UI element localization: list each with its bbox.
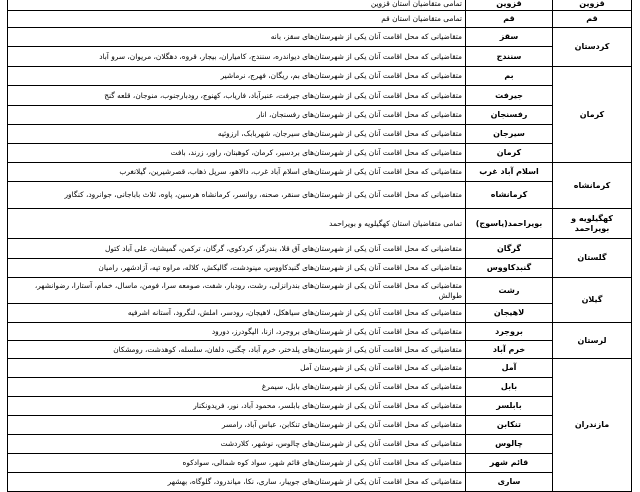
description-cell: متقاضیانی که محل اقامت آنان یکی از شهرستان‌های چالوس، نوشهر، کلاردشت [8, 435, 466, 454]
description-cell: متقاضیانی که محل اقامت آنان یکی از شهرستان‌های بروجرد، ازنا، الیگودرز، دورود [8, 323, 466, 341]
city-cell: سیرجان [466, 125, 553, 144]
table-row [8, 144, 632, 163]
description-cell: متقاضیانی که محل اقامت آنان یکی از شهرستان‌های اسلام آباد غرب، دالاهو، سرپل ذهاب، قصرشیرین، گیلانغرب [8, 163, 466, 182]
table-row [8, 304, 632, 323]
city-cell: جیرفت [466, 86, 553, 106]
description-cell: متقاضیانی که محل اقامت آنان یکی از شهرستان‌های آق قلا، بندرگز، کردکوی، گرگان، ترکمن، گمیشان، علی آباد کتول [8, 239, 466, 259]
table-row [8, 86, 632, 106]
city-cell: ساری [466, 473, 553, 492]
table-row [8, 182, 632, 209]
city-cell: بویراحمد(یاسوج) [466, 209, 553, 239]
province-cell: کرمان [553, 67, 632, 163]
city-cell: لاهیجان [466, 304, 553, 323]
city-cell: بابل [466, 378, 553, 397]
table-row [8, 378, 632, 397]
city-cell: قائم شهر [466, 454, 553, 473]
province-cell: گیلان [553, 278, 632, 323]
registration-table [7, 0, 632, 492]
city-cell: رفسنجان [466, 106, 553, 125]
table-row [8, 11, 632, 28]
table-row [8, 239, 632, 259]
table-row [8, 454, 632, 473]
table-row [8, 0, 632, 11]
description-cell: متقاضیانی که محل اقامت آنان یکی از شهرستان آمل [8, 359, 466, 378]
description-cell: متقاضیانی که محل اقامت آنان یکی از شهرستان‌های گنبدکاووس، مینودشت، گالیکش، کلاله، مراوه تپه، آزادشهر، رامیان [8, 259, 466, 278]
city-cell: بابلسر [466, 397, 553, 416]
description-cell: متقاضیانی که محل اقامت آنان یکی از شهرستان‌های سقز، بانه [8, 28, 466, 47]
city-cell: سنندج [466, 47, 553, 67]
table-row [8, 106, 632, 125]
description-cell: متقاضیانی که محل اقامت آنان یکی از شهرستان‌های تنکابن، عباس آباد، رامسر [8, 416, 466, 435]
city-cell: کرمانشاه [466, 182, 553, 209]
city-cell: رشت [466, 278, 553, 304]
table-row [8, 323, 632, 341]
table-row [8, 163, 632, 182]
province-cell: مازندران [553, 359, 632, 492]
table-row [8, 473, 632, 492]
description-cell: متقاضیانی که محل اقامت آنان یکی از شهرستان‌های رفسنجان، انار [8, 106, 466, 125]
description-cell: متقاضیانی که محل اقامت آنان یکی از شهرستان‌های بم، ریگان، فهرج، نرماشیر [8, 67, 466, 86]
table-row [8, 416, 632, 435]
description-cell: متقاضیانی که محل اقامت آنان یکی از شهرستان‌های بابلسر، محمود آباد، نور، فریدونکنار [8, 397, 466, 416]
province-cell: کرمانشاه [553, 163, 632, 209]
table-row [8, 47, 632, 67]
table-row [8, 341, 632, 359]
table-row [8, 359, 632, 378]
description-cell: متقاضیانی که محل اقامت آنان یکی از شهرستان‌های پلدختر، خرم آباد، چگنی، دلفان، سلسله، کوهدشت، رومشکان [8, 341, 466, 359]
province-cell: قزوین [553, 0, 632, 11]
description-cell: تمامی متقاضیان استان قزوین [8, 0, 466, 11]
city-cell: کرمان [466, 144, 553, 163]
description-cell: متقاضیانی که محل اقامت آنان یکی از شهرستان‌های سیاهکل، لاهیجان، رودسر، املش، لنگرود، آستانه اشرفیه [8, 304, 466, 323]
table-row [8, 259, 632, 278]
table-row [8, 209, 632, 239]
city-cell: سقز [466, 28, 553, 47]
city-cell: چالوس [466, 435, 553, 454]
description-cell: متقاضیانی که محل اقامت آنان یکی از شهرستان‌های بابل، سیمرغ [8, 378, 466, 397]
city-cell: قم [466, 11, 553, 28]
province-cell: کردستان [553, 28, 632, 67]
table-row [8, 28, 632, 47]
description-cell: متقاضیانی که محل اقامت آنان یکی از شهرستان‌های جیرفت، عنبرآباد، فاریاب، کهنوج، رودبارجنوب، منوجان، قلعه گنج [8, 86, 466, 106]
description-cell: متقاضیانی که محل اقامت آنان یکی از شهرستان‌های قائم شهر، سواد کوه شمالی، سوادکوه [8, 454, 466, 473]
city-cell: آمل [466, 359, 553, 378]
city-cell: خرم آباد [466, 341, 553, 359]
description-cell: متقاضیانی که محل اقامت آنان یکی از شهرستان‌های بردسیر، کرمان، کوهبنان، راور، زرند، بافت [8, 144, 466, 163]
city-cell: اسلام آباد غرب [466, 163, 553, 182]
table-row [8, 435, 632, 454]
table-row [8, 67, 632, 86]
city-cell: قزوین [466, 0, 553, 11]
description-cell: تمامی متقاضیان استان کهگیلویه و بویراحمد [8, 209, 466, 239]
province-cell: کهگیلویه و بویراحمد [553, 209, 632, 239]
city-cell: گنبدکاووس [466, 259, 553, 278]
table-row [8, 278, 632, 304]
description-cell: تمامی متقاضیان استان قم [8, 11, 466, 28]
description-cell: متقاضیانی که محل اقامت آنان یکی از شهرستان‌های دیواندره، سنندج، کامیاران، بیجار، قروه، دهگلان، مریوان، سرو آباد [8, 47, 466, 67]
province-cell: قم [553, 11, 632, 28]
table-row [8, 397, 632, 416]
province-cell: لرستان [553, 323, 632, 359]
description-cell: متقاضیانی که محل اقامت آنان یکی از شهرستان‌های جویبار، ساری، نکا، میاندرود، گلوگاه، بهشهر [8, 473, 466, 492]
document-page [7, 0, 632, 492]
province-cell: گلستان [553, 239, 632, 278]
description-cell: متقاضیانی که محل اقامت آنان یکی از شهرستان‌های سنقر، صحنه، روانسر، کرمانشاه هرسین، پاوه، ثلاث باباجانی، جوانرود، کنگاور [8, 182, 466, 209]
city-cell: تنکابن [466, 416, 553, 435]
city-cell: بروجرد [466, 323, 553, 341]
description-cell: متقاضیانی که محل اقامت آنان یکی از شهرستان‌های بندرانزلی، رشت، رودبار، شفت، صومعه سرا، فومن، ماسال، خمام، آستارا، رضوانشهر، طوالش [8, 278, 466, 304]
description-cell: متقاضیانی که محل اقامت آنان یکی از شهرستان‌های سیرجان، شهربابک، ارزوئیه [8, 125, 466, 144]
city-cell: گرگان [466, 239, 553, 259]
table-row [8, 125, 632, 144]
city-cell: بم [466, 67, 553, 86]
